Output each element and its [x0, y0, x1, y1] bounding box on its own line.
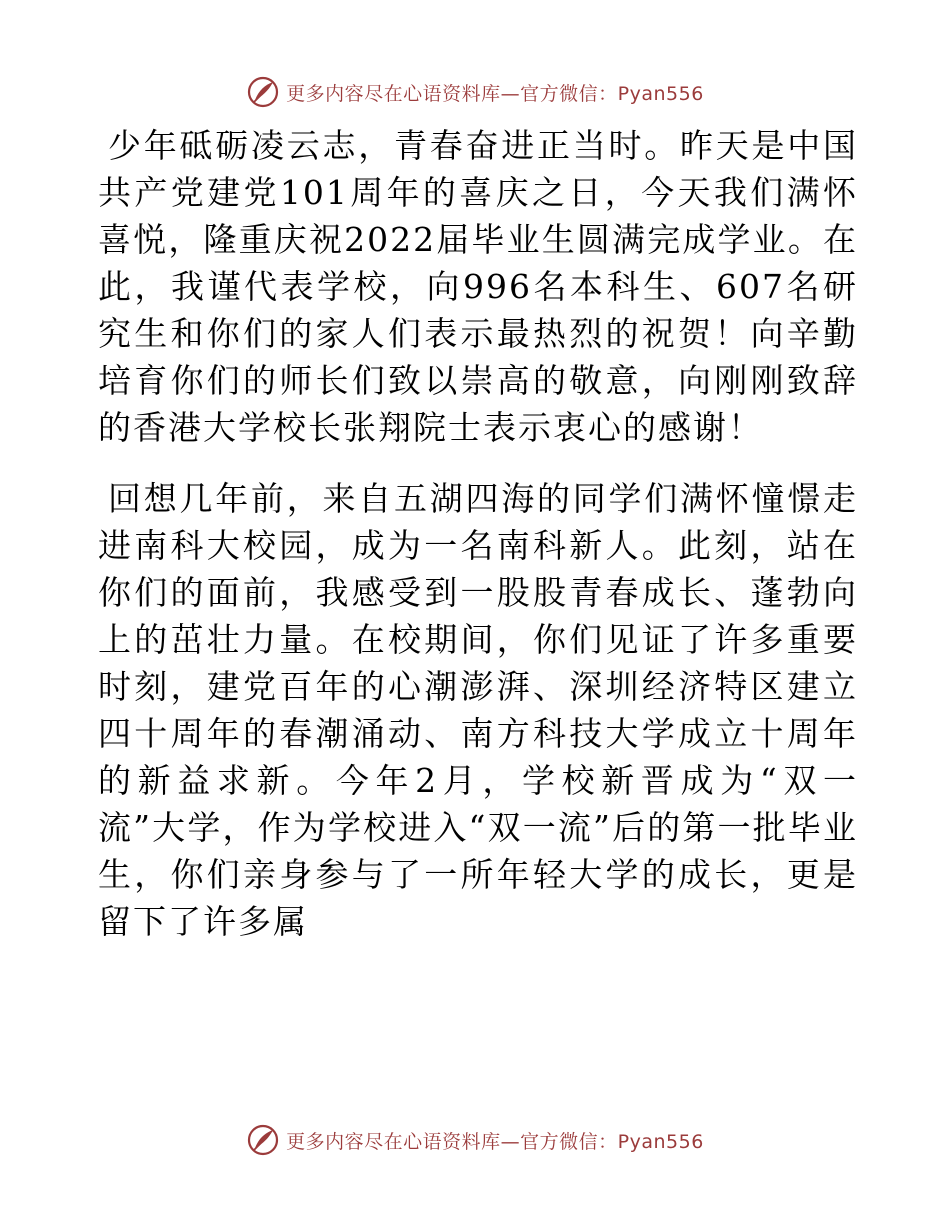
- feather-pen-logo-icon: [246, 75, 280, 109]
- footer-banner-text: 更多内容尽在心语资料库—官方微信：Pyan556: [286, 1130, 704, 1153]
- paragraph-1: 少年砥砺凌云志，青春奋进正当时。昨天是中国共产党建党101周年的喜庆之日，今天我们满怀喜悦，隆重庆祝2022届毕业生圆满完成学业。在此，我谨代表学校，向996名本科生、607名研究生和你们的家人们表示最热烈的祝贺！向辛勤培育你们的师长们致以崇高的敬意，向刚刚致辞的香港大学校长张翔院士表示衷心的感谢！: [98, 126, 858, 447]
- footer-banner: [0, 1120, 950, 1160]
- header-banner: [0, 72, 950, 112]
- document-body: [98, 122, 858, 945]
- header-banner-text: 更多内容尽在心语资料库—官方微信：Pyan556: [286, 82, 704, 105]
- feather-pen-logo-icon: [246, 1123, 280, 1157]
- paragraph-2: 回想几年前，来自五湖四海的同学们满怀憧憬走进南科大校园，成为一名南科新人。此刻，站在你们的面前，我感受到一股股青春成长、蓬勃向上的茁壮力量。在校期间，你们见证了许多重要时刻，建党百年的心潮澎湃、深圳经济特区建立四十周年的春潮涌动、南方科技大学成立十周年的新益求新。今年2月，学校新晋成为“双一流”大学，作为学校进入“双一流”后的第一批毕业生，你们亲身参与了一所年轻大学的成长，更是留下了许多属: [98, 479, 858, 941]
